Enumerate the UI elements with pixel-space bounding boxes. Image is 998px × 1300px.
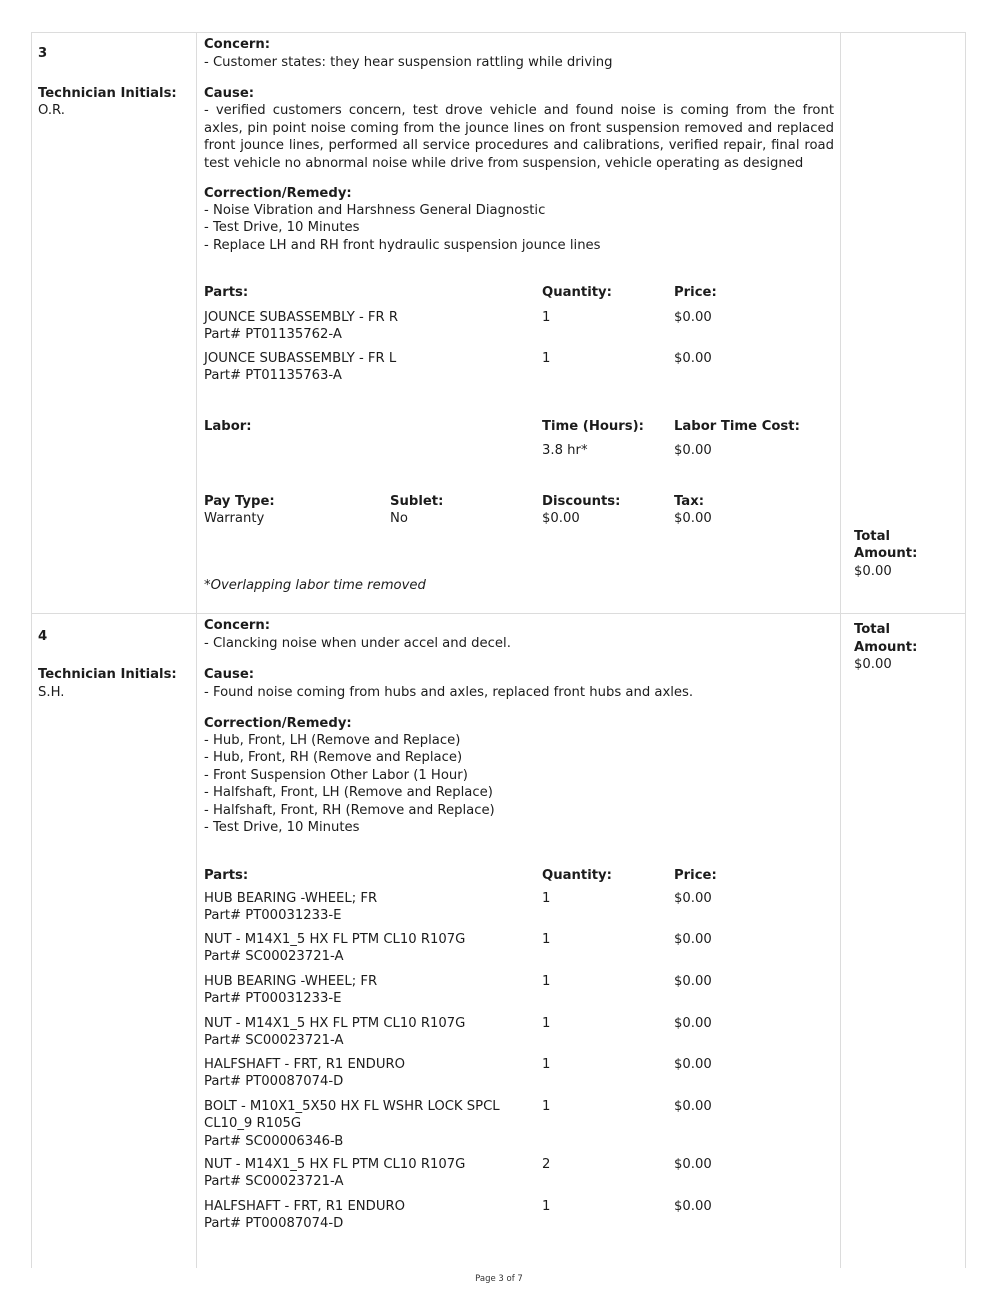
part-number: Part# PT00031233-E: [204, 908, 342, 923]
line-number: 3: [38, 46, 48, 61]
labor-label: Labor:: [204, 419, 252, 434]
parts-header: Parts:: [204, 868, 249, 883]
part-quantity: 1: [542, 1199, 551, 1214]
part-number: Part# SC00023721-A: [204, 1033, 344, 1048]
part-price: $0.00: [674, 974, 712, 989]
cause-text: - Found noise coming from hubs and axles, replaced front hubs and axles.: [204, 685, 694, 700]
part-name: HUB BEARING -WHEEL; FR: [204, 974, 378, 989]
quantity-header: Quantity:: [542, 285, 612, 300]
part-price: $0.00: [674, 310, 712, 325]
concern-label: Concern:: [204, 37, 271, 52]
correction-item: - Noise Vibration and Harshness General Diagnostic: [204, 203, 546, 218]
part-price: $0.00: [674, 1099, 712, 1114]
correction-item: - Replace LH and RH front hydraulic suspension jounce lines: [204, 238, 601, 253]
sublet-value: No: [390, 511, 408, 526]
price-header: Price:: [674, 285, 717, 300]
price-header: Price:: [674, 868, 717, 883]
total-label: Total: [854, 622, 891, 637]
correction-label: Correction/Remedy:: [204, 186, 352, 201]
labor-time: 3.8 hr*: [542, 443, 588, 458]
labor-time-label: Time (Hours):: [542, 419, 644, 434]
pay-type-label: Pay Type:: [204, 494, 275, 509]
part-quantity: 1: [542, 932, 551, 947]
part-quantity: 1: [542, 310, 551, 325]
labor-cost-label: Labor Time Cost:: [674, 419, 800, 434]
part-number: Part# PT00031233-E: [204, 991, 342, 1006]
correction-item: - Test Drive, 10 Minutes: [204, 820, 360, 835]
part-price: $0.00: [674, 1199, 712, 1214]
sublet-label: Sublet:: [390, 494, 444, 509]
part-quantity: 1: [542, 1057, 551, 1072]
technician-initials: O.R.: [38, 103, 65, 118]
part-number: Part# SC00006346-B: [204, 1134, 344, 1149]
part-name: BOLT - M10X1_5X50 HX FL WSHR LOCK SPCL: [204, 1099, 500, 1114]
part-name: HALFSHAFT - FRT, R1 ENDURO: [204, 1199, 406, 1214]
correction-item: - Hub, Front, LH (Remove and Replace): [204, 733, 461, 748]
parts-header: Parts:: [204, 285, 249, 300]
concern-label: Concern:: [204, 618, 271, 633]
total-amount: $0.00: [854, 657, 892, 672]
part-name-continued: CL10_9 R105G: [204, 1116, 302, 1131]
pay-type: Warranty: [204, 511, 265, 526]
labor-note: *Overlapping labor time removed: [204, 578, 426, 593]
part-name: NUT - M14X1_5 HX FL PTM CL10 R107G: [204, 932, 466, 947]
technician-label: Technician Initials:: [38, 667, 177, 682]
part-name: JOUNCE SUBASSEMBLY - FR R: [204, 310, 399, 325]
correction-item: - Hub, Front, RH (Remove and Replace): [204, 750, 463, 765]
tax-label: Tax:: [674, 494, 704, 509]
part-name: HALFSHAFT - FRT, R1 ENDURO: [204, 1057, 406, 1072]
part-number: Part# PT01135762-A: [204, 327, 342, 342]
part-number: Part# SC00023721-A: [204, 1174, 344, 1189]
part-quantity: 1: [542, 1099, 551, 1114]
part-number: Part# PT00087074-D: [204, 1216, 344, 1231]
part-number: Part# SC00023721-A: [204, 949, 344, 964]
labor-cost: $0.00: [674, 443, 712, 458]
correction-item: - Test Drive, 10 Minutes: [204, 220, 360, 235]
total-label: Amount:: [854, 640, 918, 655]
part-name: JOUNCE SUBASSEMBLY - FR L: [204, 351, 397, 366]
concern-text: - Customer states: they hear suspension rattling while driving: [204, 55, 613, 70]
part-quantity: 1: [542, 891, 551, 906]
part-number: Part# PT01135763-A: [204, 368, 342, 383]
part-quantity: 1: [542, 1016, 551, 1031]
technician-label: Technician Initials:: [38, 86, 177, 101]
line-number: 4: [38, 629, 48, 644]
part-price: $0.00: [674, 932, 712, 947]
part-price: $0.00: [674, 1016, 712, 1031]
correction-item: - Front Suspension Other Labor (1 Hour): [204, 768, 468, 783]
tax-value: $0.00: [674, 511, 712, 526]
part-quantity: 1: [542, 974, 551, 989]
part-price: $0.00: [674, 351, 712, 366]
cause-text: - verified customers concern, test drove vehicle and found noise is coming from the front axles, pin point noise coming from the jounce lines on front suspension removed and replaced front jounce lines, performed all service procedures and calibrations, verified repair, final road test vehicle no abnormal noise while drive from suspension, vehicle operating as designed: [204, 103, 834, 171]
discounts-value: $0.00: [542, 511, 580, 526]
correction-item: - Halfshaft, Front, LH (Remove and Replace): [204, 785, 493, 800]
part-quantity: 1: [542, 351, 551, 366]
correction-item: - Halfshaft, Front, RH (Remove and Replace): [204, 803, 495, 818]
part-name: NUT - M14X1_5 HX FL PTM CL10 R107G: [204, 1016, 466, 1031]
part-name: NUT - M14X1_5 HX FL PTM CL10 R107G: [204, 1157, 466, 1172]
total-label: Amount:: [854, 546, 918, 561]
part-number: Part# PT00087074-D: [204, 1074, 344, 1089]
page-footer: Page 3 of 7: [475, 1274, 523, 1284]
discounts-label: Discounts:: [542, 494, 621, 509]
cause-label: Cause:: [204, 667, 255, 682]
cause-label: Cause:: [204, 86, 255, 101]
part-price: $0.00: [674, 891, 712, 906]
total-amount: $0.00: [854, 564, 892, 579]
quantity-header: Quantity:: [542, 868, 612, 883]
correction-label: Correction/Remedy:: [204, 716, 352, 731]
part-price: $0.00: [674, 1157, 712, 1172]
part-price: $0.00: [674, 1057, 712, 1072]
total-label: Total: [854, 529, 891, 544]
technician-initials: S.H.: [38, 685, 65, 700]
concern-text: - Clancking noise when under accel and decel.: [204, 636, 511, 651]
part-name: HUB BEARING -WHEEL; FR: [204, 891, 378, 906]
part-quantity: 2: [542, 1157, 551, 1172]
